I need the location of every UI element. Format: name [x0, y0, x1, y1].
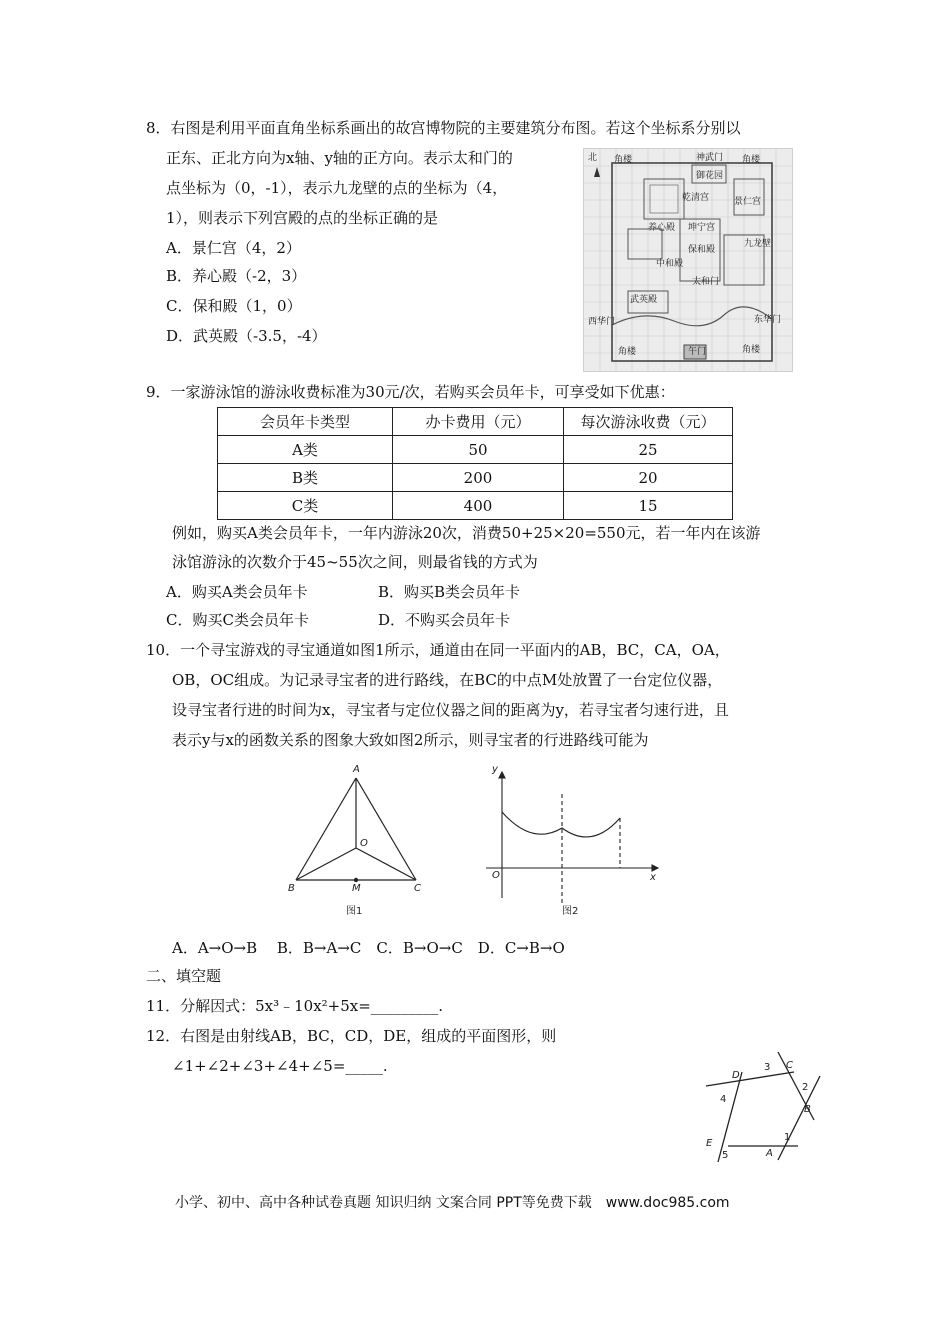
map-label-corner-tower-se: 角楼 [742, 345, 761, 355]
q12-line-1: 12．右图是由射线AB，BC，CD，DE，组成的平面图形，则 [146, 1027, 557, 1045]
figure-1-caption: 图1 [346, 906, 363, 917]
table-header-cell: 办卡费用（元） [393, 408, 564, 436]
table-cell: A类 [218, 436, 393, 464]
table-row [218, 464, 733, 492]
figure-1-triangle [282, 764, 452, 924]
q10-options: A．A→O→B B．B→A→C C．B→O→C D．C→B→O [172, 939, 565, 957]
map-north-label: 北 [588, 153, 598, 163]
q8-option-a: A．景仁宫（4，2） [166, 239, 301, 257]
map-label-corner-tower-nw: 角楼 [614, 155, 633, 165]
map-label-corner-tower-sw: 角楼 [618, 347, 637, 357]
q12-label-a: A [766, 1148, 773, 1159]
table-header-cell: 每次游泳收费（元） [564, 408, 733, 436]
figure-2-caption: 图2 [562, 906, 579, 917]
q8-line-1: 8．右图是利用平面直角坐标系画出的故宫博物院的主要建筑分布图。若这个坐标系分别以 [146, 119, 741, 137]
q9-option-d: D．不购买会员年卡 [378, 611, 511, 629]
q10-line-2: OB，OC组成。为记录寻宝者的进行路线，在BC的中点M处放置了一台定位仪器， [172, 671, 723, 689]
q10-line-4: 表示y与x的函数关系的图象大致如图2所示，则寻宝者的行进路线可能为 [172, 731, 649, 749]
page-footer: 小学、初中、高中各种试卷真题 知识归纳 文案合同 PPT等免费下载 www.doc985.com [175, 1195, 730, 1211]
map-label-qianqinggong: 乾清宫 [682, 193, 710, 203]
q8-line-2: 正东、正北方向为x轴、y轴的正方向。表示太和门的 [166, 149, 513, 167]
palace-map [583, 148, 793, 372]
q12-label-d: D [732, 1070, 740, 1081]
map-label-corner-tower-ne: 角楼 [742, 155, 761, 165]
section-fill-in-title: 二、填空题 [146, 967, 222, 985]
q12-label-e: E [706, 1138, 713, 1149]
figure-1-point-c: C [414, 883, 421, 894]
figure-2-y-axis-label: y [492, 764, 498, 775]
map-label-zhonghedian: 中和殿 [656, 259, 684, 269]
q12-line-2: ∠1+∠2+∠3+∠4+∠5=_____. [172, 1057, 388, 1075]
q9-option-b: B．购买B类会员年卡 [378, 583, 521, 601]
q12-label-angle-1: 1 [784, 1132, 791, 1143]
table-cell: 25 [564, 436, 733, 464]
table-cell: C类 [218, 492, 393, 520]
figure-1-point-o: O [360, 838, 368, 849]
figure-1-point-b: B [288, 883, 295, 894]
q10-line-1: 10．一个寻宝游戏的寻宝通道如图1所示，通道由在同一平面内的AB，BC，CA，OA， [146, 641, 730, 659]
q9-option-a: A．购买A类会员年卡 [166, 583, 308, 601]
q8-line-4: 1），则表示下列宫殿的点的坐标正确的是 [166, 209, 439, 227]
q9-intro: 9．一家游泳馆的游泳收费标准为30元/次，若购买会员年卡，可享受如下优惠： [146, 383, 675, 401]
table-row [218, 436, 733, 464]
table-cell: 20 [564, 464, 733, 492]
map-label-shenwumen: 神武门 [696, 153, 724, 163]
q9-option-c: C．购买C类会员年卡 [166, 611, 309, 629]
figure-2-graph [482, 764, 666, 924]
map-label-jingrengong: 景仁宫 [734, 197, 762, 207]
map-label-jiulongbi: 九龙壁 [744, 239, 772, 249]
q12-label-angle-5: 5 [722, 1150, 729, 1161]
q8-option-d: D．武英殿（-3.5，-4） [166, 327, 327, 345]
q8-line-3: 点坐标为（0，-1），表示九龙壁的点的坐标为（4， [166, 179, 508, 197]
membership-fee-table [217, 407, 733, 520]
figure-2-x-axis-label: x [650, 872, 656, 883]
map-label-yangxindian: 养心殿 [648, 223, 676, 233]
table-cell: B类 [218, 464, 393, 492]
map-label-baohedian: 保和殿 [688, 245, 716, 255]
figure-2-drawing [482, 764, 666, 924]
map-label-xihuamen: 西华门 [588, 317, 616, 327]
table-cell: 400 [393, 492, 564, 520]
map-label-wumen: 午门 [688, 347, 707, 357]
q9-line-2: 泳馆游泳的次数介于45~55次之间，则最省钱的方式为 [172, 553, 538, 571]
map-label-yuhuayuan: 御花园 [696, 171, 724, 181]
table-cell: 50 [393, 436, 564, 464]
table-row [218, 492, 733, 520]
q11-text: 11．分解因式：5x³﹣10x²+5x=_________. [146, 997, 444, 1015]
q12-polygon-figure [696, 1048, 826, 1166]
q9-line-1: 例如，购买A类会员年卡，一年内游泳20次，消费50+25×20=550元，若一年内在该游 [172, 524, 761, 542]
q12-label-angle-4: 4 [720, 1094, 727, 1105]
palace-map-drawing [584, 149, 792, 371]
figure-1-point-a: A [353, 764, 360, 775]
figure-1-point-m: M [352, 883, 361, 894]
q12-label-angle-2: 2 [802, 1082, 809, 1093]
map-label-wuyingdian: 武英殿 [630, 295, 658, 305]
q8-option-b: B．养心殿（-2，3） [166, 267, 307, 285]
q12-label-c: C [786, 1060, 793, 1071]
q12-label-b: B [804, 1104, 811, 1115]
map-label-kunninggong: 坤宁宫 [688, 223, 716, 233]
table-header-row [218, 408, 733, 436]
map-label-donghuamen: 东华门 [754, 315, 782, 325]
q8-option-c: C．保和殿（1，0） [166, 297, 302, 315]
table-header-cell: 会员年卡类型 [218, 408, 393, 436]
q12-label-angle-3: 3 [764, 1062, 771, 1073]
q10-line-3: 设寻宝者行进的时间为x，寻宝者与定位仪器之间的距离为y，若寻宝者匀速行进，且 [172, 701, 729, 719]
figure-2-origin-label: O [492, 870, 500, 881]
table-cell: 200 [393, 464, 564, 492]
map-label-taihemen: 太和门 [692, 277, 720, 287]
table-cell: 15 [564, 492, 733, 520]
